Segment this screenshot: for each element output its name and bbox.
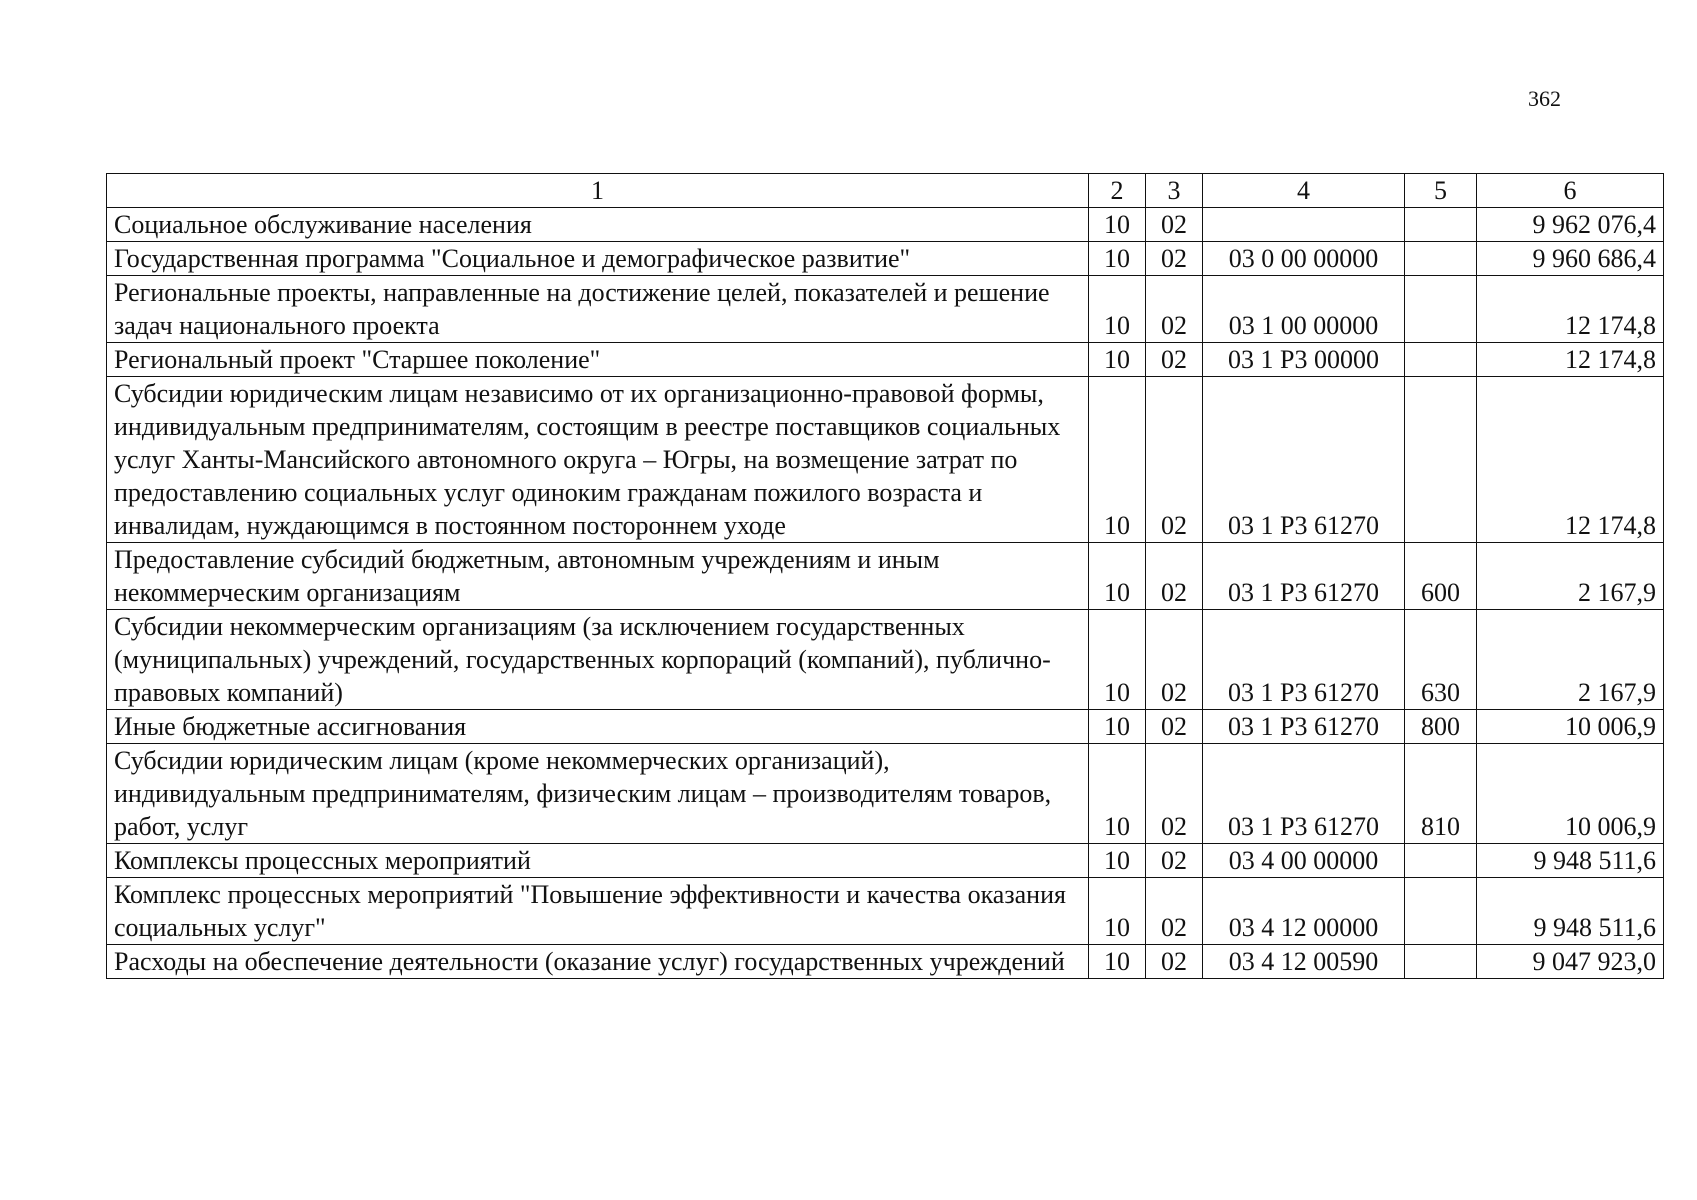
row-target-article-code: 03 1 Р3 00000 [1203, 343, 1405, 377]
row-description: Расходы на обеспечение деятельности (оказание услуг) государственных учреждений [107, 945, 1089, 979]
table-body [107, 208, 1664, 979]
row-target-article-code: 03 1 00 00000 [1203, 276, 1405, 343]
row-section-code: 10 [1089, 710, 1146, 744]
header-cell-1: 1 [107, 174, 1089, 208]
table-row [107, 945, 1664, 979]
row-subsection-code: 02 [1146, 744, 1203, 844]
row-expense-type-code [1405, 878, 1477, 945]
row-target-article-code: 03 1 Р3 61270 [1203, 610, 1405, 710]
table-row [107, 377, 1664, 543]
row-subsection-code: 02 [1146, 343, 1203, 377]
row-subsection-code: 02 [1146, 878, 1203, 945]
row-amount: 9 948 511,6 [1477, 844, 1664, 878]
table-row [107, 610, 1664, 710]
row-amount: 9 960 686,4 [1477, 242, 1664, 276]
row-subsection-code: 02 [1146, 844, 1203, 878]
row-section-code: 10 [1089, 878, 1146, 945]
row-section-code: 10 [1089, 844, 1146, 878]
row-amount: 12 174,8 [1477, 343, 1664, 377]
row-subsection-code: 02 [1146, 610, 1203, 710]
table-row [107, 878, 1664, 945]
row-expense-type-code: 800 [1405, 710, 1477, 744]
table-row [107, 543, 1664, 610]
row-expense-type-code [1405, 945, 1477, 979]
row-section-code: 10 [1089, 744, 1146, 844]
table-row [107, 744, 1664, 844]
row-expense-type-code [1405, 276, 1477, 343]
row-target-article-code [1203, 208, 1405, 242]
row-subsection-code: 02 [1146, 945, 1203, 979]
row-section-code: 10 [1089, 945, 1146, 979]
row-description: Иные бюджетные ассигнования [107, 710, 1089, 744]
row-subsection-code: 02 [1146, 377, 1203, 543]
row-amount: 10 006,9 [1477, 710, 1664, 744]
row-target-article-code: 03 4 00 00000 [1203, 844, 1405, 878]
row-subsection-code: 02 [1146, 543, 1203, 610]
table-row [107, 276, 1664, 343]
row-amount: 2 167,9 [1477, 610, 1664, 710]
table-row [107, 242, 1664, 276]
row-expense-type-code: 810 [1405, 744, 1477, 844]
row-amount: 9 948 511,6 [1477, 878, 1664, 945]
header-cell-6: 6 [1477, 174, 1664, 208]
header-cell-3: 3 [1146, 174, 1203, 208]
row-subsection-code: 02 [1146, 242, 1203, 276]
row-expense-type-code: 600 [1405, 543, 1477, 610]
row-target-article-code: 03 0 00 00000 [1203, 242, 1405, 276]
row-description: Социальное обслуживание населения [107, 208, 1089, 242]
table-row [107, 710, 1664, 744]
row-section-code: 10 [1089, 242, 1146, 276]
row-subsection-code: 02 [1146, 710, 1203, 744]
header-cell-5: 5 [1405, 174, 1477, 208]
table-row [107, 844, 1664, 878]
budget-table [106, 173, 1664, 979]
row-target-article-code: 03 4 12 00590 [1203, 945, 1405, 979]
row-amount: 2 167,9 [1477, 543, 1664, 610]
row-expense-type-code [1405, 242, 1477, 276]
row-expense-type-code [1405, 208, 1477, 242]
row-target-article-code: 03 1 Р3 61270 [1203, 710, 1405, 744]
row-description: Региональный проект "Старшее поколение" [107, 343, 1089, 377]
table-row [107, 343, 1664, 377]
table-row [107, 208, 1664, 242]
header-row [107, 174, 1664, 208]
row-amount: 9 047 923,0 [1477, 945, 1664, 979]
row-description: Субсидии некоммерческим организациям (за исключением государственных (муниципальных) учреждений, государственных корпораций (компаний), публично-правовых компаний) [107, 610, 1089, 710]
row-description: Предоставление субсидий бюджетным, автономным учреждениям и иным некоммерческим организациям [107, 543, 1089, 610]
header-cell-2: 2 [1089, 174, 1146, 208]
row-expense-type-code [1405, 377, 1477, 543]
row-target-article-code: 03 4 12 00000 [1203, 878, 1405, 945]
row-section-code: 10 [1089, 377, 1146, 543]
row-description: Комплекс процессных мероприятий "Повышение эффективности и качества оказания социальных услуг" [107, 878, 1089, 945]
row-section-code: 10 [1089, 276, 1146, 343]
header-cell-4: 4 [1203, 174, 1405, 208]
row-amount: 12 174,8 [1477, 377, 1664, 543]
row-description: Субсидии юридическим лицам (кроме некоммерческих организаций), индивидуальным предпринимателям, физическим лицам – производителям товаров, работ, услуг [107, 744, 1089, 844]
row-expense-type-code: 630 [1405, 610, 1477, 710]
row-target-article-code: 03 1 Р3 61270 [1203, 744, 1405, 844]
row-description: Комплексы процессных мероприятий [107, 844, 1089, 878]
row-section-code: 10 [1089, 343, 1146, 377]
page-number: 362 [1528, 86, 1561, 111]
row-amount: 10 006,9 [1477, 744, 1664, 844]
row-amount: 12 174,8 [1477, 276, 1664, 343]
row-description: Региональные проекты, направленные на достижение целей, показателей и решение задач национального проекта [107, 276, 1089, 343]
row-section-code: 10 [1089, 610, 1146, 710]
row-section-code: 10 [1089, 208, 1146, 242]
row-target-article-code: 03 1 Р3 61270 [1203, 377, 1405, 543]
row-expense-type-code [1405, 343, 1477, 377]
row-expense-type-code [1405, 844, 1477, 878]
row-description: Субсидии юридическим лицам независимо от их организационно-правовой формы, индивидуальным предпринимателям, состоящим в реестре поставщиков социальных услуг Ханты-Мансийского автономного округа – Югры, на возмещение затрат по предоставлению социальных услуг одиноким гражданам пожилого возраста и инвалидам, нуждающимся в постоянном постороннем уходе [107, 377, 1089, 543]
row-target-article-code: 03 1 Р3 61270 [1203, 543, 1405, 610]
row-section-code: 10 [1089, 543, 1146, 610]
row-description: Государственная программа "Социальное и демографическое развитие" [107, 242, 1089, 276]
row-amount: 9 962 076,4 [1477, 208, 1664, 242]
row-subsection-code: 02 [1146, 276, 1203, 343]
row-subsection-code: 02 [1146, 208, 1203, 242]
